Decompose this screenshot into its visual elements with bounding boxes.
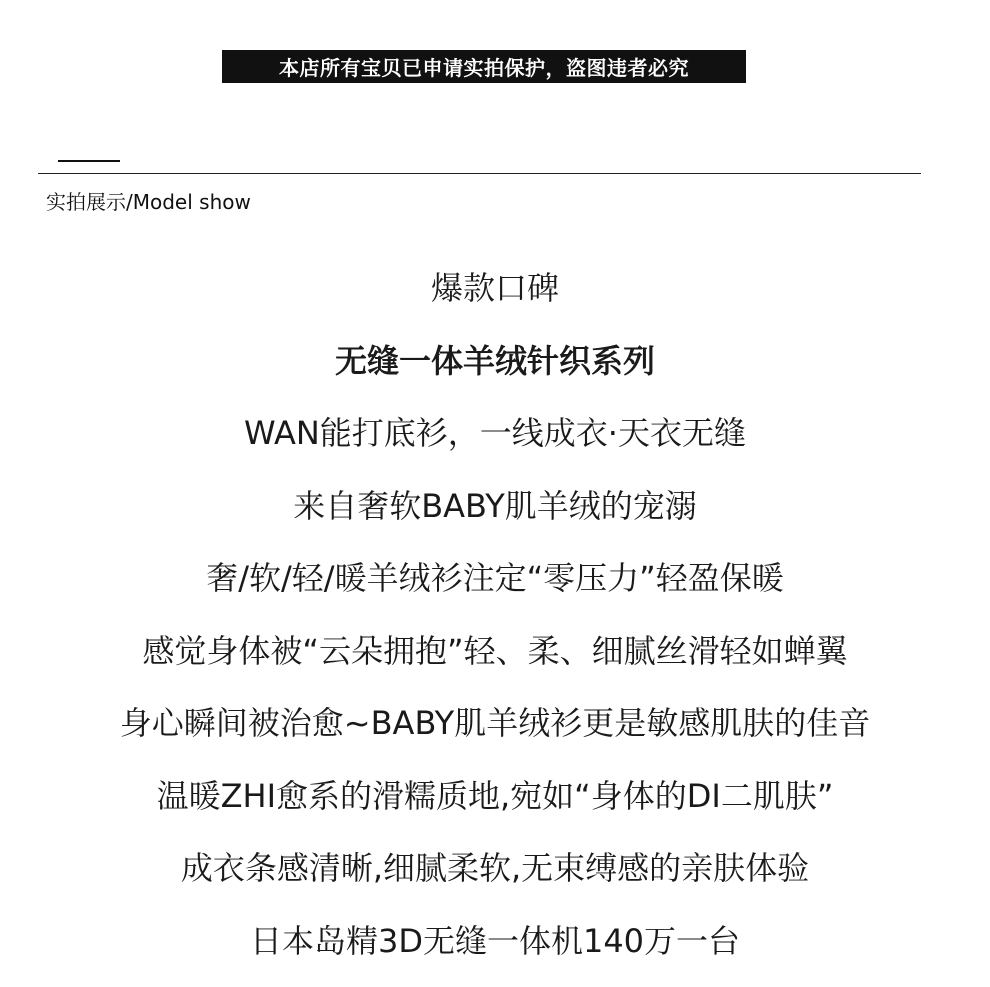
section-label: 实拍展示/Model show [46, 186, 251, 215]
description-line-10: 日本岛精3D无缝一体机140万一台 [0, 915, 990, 987]
description-line-7: 身心瞬间被治愈~BABY肌羊绒衫更是敏感肌肤的佳音 [0, 697, 990, 770]
description-line-1: 爆款口碑 [0, 262, 990, 335]
description-line-5: 奢/软/轻/暖羊绒衫注定“零压力”轻盈保暖 [0, 552, 990, 625]
description-line-2: 无缝一体羊绒针织系列 [0, 335, 990, 408]
section-divider [38, 173, 921, 174]
description-lines [0, 262, 990, 987]
description-line-4: 来自奢软BABY肌羊绒的宠溺 [0, 480, 990, 553]
section-accent-bar [58, 160, 120, 162]
description-line-3: WAN能打底衫，一线成衣·天衣无缝 [0, 407, 990, 480]
description-line-8: 温暖ZHI愈系的滑糯质地,宛如“身体的DI二肌肤” [0, 770, 990, 843]
description-line-6: 感觉身体被“云朵拥抱”轻、柔、细腻丝滑轻如蝉翼 [0, 625, 990, 698]
notice-banner-text: 本店所有宝贝已申请实拍保护，盗图违者必究 [279, 52, 689, 81]
description-line-9: 成衣条感清晰,细腻柔软,无束缚感的亲肤体验 [0, 842, 990, 915]
notice-banner [222, 50, 746, 83]
